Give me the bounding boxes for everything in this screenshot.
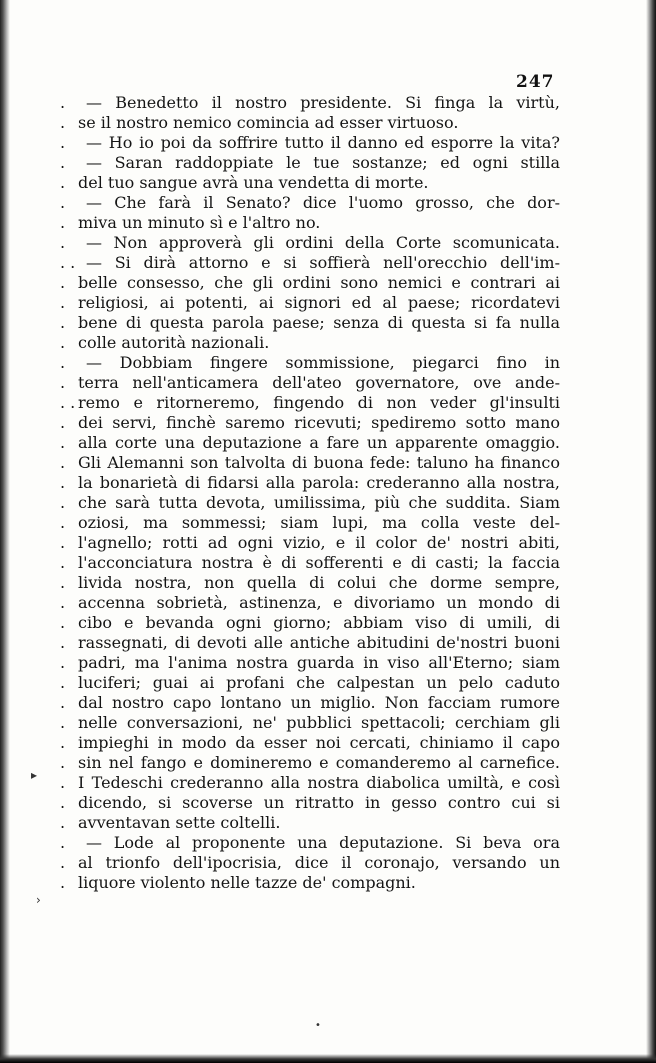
text-line [60,493,560,513]
line-text: — Che farà il Senato? dice l'uomo grosso, che dor- [86,193,560,212]
line-text: l'acconciatura nostra è di sofferenti e di casti; la faccia [78,553,560,572]
line-margin-mark: . [60,733,66,752]
line-margin-mark: . [60,553,66,572]
line-margin-mark: . [60,533,66,552]
line-text: accenna sobrietà, astinenza, e divoriamo un mondo di [78,593,560,612]
line-margin-mark: . [60,513,66,532]
line-margin-mark: . [60,873,66,892]
line-text: — Non approverà gli ordini della Corte scomunicata. [86,233,560,252]
line-margin-mark: . [60,853,66,872]
line-margin-mark: . . [60,393,76,412]
line-text: alla corte una deputazione a fare un apparente omaggio. [78,433,560,452]
line-text: dei servi, finchè saremo ricevuti; spediremo sotto mano [78,413,560,432]
line-text: livida nostra, non quella di colui che dorme sempre, [78,573,560,592]
line-text: — Lode al proponente una deputazione. Si beva ora [86,833,560,852]
line-margin-mark: . [60,153,66,172]
line-margin-mark: . [60,173,66,192]
text-line [60,153,560,173]
body-text [60,93,560,893]
line-margin-mark: . [60,333,66,352]
line-margin-mark: . [60,473,66,492]
line-text: colle autorità nazionali. [78,333,270,352]
text-line [60,513,560,533]
text-line [60,653,560,673]
line-text: luciferi; guai ai profani che calpestan un pelo caduto [78,673,560,692]
line-text: la bonarietà di fidarsi alla parola: crederanno alla nostra, [78,473,560,492]
line-margin-mark: . [60,793,66,812]
text-line [60,233,560,253]
line-text: dicendo, si scoverse un ritratto in gesso contro cui si [78,793,560,812]
line-margin-mark: . [60,233,66,252]
line-margin-mark: . . [60,253,76,272]
line-text: Gli Alemanni son talvolta di buona fede: taluno ha financo [78,453,560,472]
text-line [60,313,560,333]
text-line [60,753,560,773]
text-line [60,833,560,853]
line-margin-mark: . [60,433,66,452]
line-margin-mark: . [60,213,66,232]
line-margin-mark: . [60,493,66,512]
line-text: — Dobbiam fingere sommissione, piegarci fino in [86,353,560,372]
text-line [60,353,560,373]
text-line [60,553,560,573]
text-line [60,473,560,493]
line-margin-mark: . [60,813,66,832]
line-text: — Saran raddoppiate le tue sostanze; ed ogni stilla [86,153,560,172]
text-line [60,193,560,213]
text-line [60,593,560,613]
text-line [60,793,560,813]
line-margin-mark: . [60,313,66,332]
line-margin-mark: . [60,113,66,132]
text-line [60,173,560,193]
line-text: nelle conversazioni, ne' pubblici spettacoli; cerchiam gli [78,713,560,732]
text-line [60,253,560,273]
text-line [60,293,560,313]
line-margin-mark: . [60,613,66,632]
line-margin-mark: . [60,773,66,792]
line-text: l'agnello; rotti ad ogni vizio, e il color de' nostri abiti, [78,533,560,552]
line-text: terra nell'anticamera dell'ateo governatore, ove ande- [78,373,560,392]
line-text: — Si dirà attorno e si soffierà nell'orecchio dell'im- [86,253,560,272]
line-text: miva un minuto sì e l'altro no. [78,213,321,232]
text-line [60,773,560,793]
line-text: oziosi, ma sommessi; siam lupi, ma colla veste del- [78,513,560,532]
line-margin-mark: . [60,713,66,732]
line-margin-mark: . [60,633,66,652]
margin-mark-bracket: › [36,893,41,907]
line-text: avventavan sette coltelli. [78,813,281,832]
line-text: liquore violento nelle tazze de' compagni. [78,873,416,892]
line-text: remo e ritorneremo, fingendo di non veder gl'insulti [78,393,560,412]
text-line [60,813,560,833]
line-margin-mark: . [60,693,66,712]
text-line [60,713,560,733]
line-text: cibo e bevanda ogni giorno; abbiam viso di umili, di [78,613,560,632]
line-margin-mark: . [60,573,66,592]
text-line [60,213,560,233]
text-line [60,373,560,393]
text-line [60,853,560,873]
text-line [60,733,560,753]
text-line [60,693,560,713]
line-margin-mark: . [60,593,66,612]
line-margin-mark: . [60,753,66,772]
text-line [60,613,560,633]
line-text: del tuo sangue avrà una vendetta di morte. [78,173,429,192]
line-margin-mark: . [60,193,66,212]
line-margin-mark: . [60,833,66,852]
line-text: se il nostro nemico comincia ad esser virtuoso. [78,113,459,132]
line-text: impieghi in modo da esser noi cercati, chiniamo il capo [78,733,560,752]
line-text: religiosi, ai potenti, ai signori ed al paese; ricordatevi [78,293,560,312]
line-text: dal nostro capo lontano un miglio. Non facciam rumore [78,693,560,712]
page-number: 247 [516,72,555,92]
ink-speck: • [315,1020,321,1031]
line-text: I Tedeschi crederanno alla nostra diabolica umiltà, e così [78,773,560,792]
text-line [60,273,560,293]
page-left-edge-shadow [0,0,10,1063]
line-text: che sarà tutta devota, umilissima, più che suddita. Siam [78,493,560,512]
text-line [60,633,560,653]
line-text: sin nel fango e domineremo e comanderemo al carnefice. [78,753,560,772]
page-right-edge-shadow [646,0,656,1063]
line-text: al trionfo dell'ipocrisia, dice il coronajo, versando un [78,853,560,872]
line-margin-mark: . [60,93,66,112]
text-line [60,93,560,113]
line-text: belle consesso, che gli ordini sono nemici e contrari ai [78,273,560,292]
text-line [60,673,560,693]
line-margin-mark: . [60,353,66,372]
text-line [60,393,560,413]
line-text: bene di questa parola paese; senza di questa si fa nulla [78,313,560,332]
line-margin-mark: . [60,133,66,152]
line-margin-mark: . [60,673,66,692]
line-margin-mark: . [60,453,66,472]
line-margin-mark: . [60,273,66,292]
line-margin-mark: . [60,653,66,672]
text-line [60,453,560,473]
text-line [60,113,560,133]
text-line [60,333,560,353]
line-margin-mark: . [60,413,66,432]
line-text: — Ho io poi da soffrire tutto il danno ed esporre la vita? [86,133,560,152]
text-line [60,133,560,153]
line-text: rassegnati, di devoti alle antiche abitudini de'nostri buoni [78,633,560,652]
text-line [60,413,560,433]
margin-mark-arrow: ▸ [31,768,38,782]
text-line [60,433,560,453]
page-bottom-edge-shadow [0,1054,656,1063]
line-margin-mark: . [60,373,66,392]
line-text: — Benedetto il nostro presidente. Si finga la virtù, [86,93,560,112]
line-text: padri, ma l'anima nostra guarda in viso all'Eterno; siam [78,653,560,672]
text-line [60,573,560,593]
line-margin-mark: . [60,293,66,312]
text-line [60,873,560,893]
text-line [60,533,560,553]
